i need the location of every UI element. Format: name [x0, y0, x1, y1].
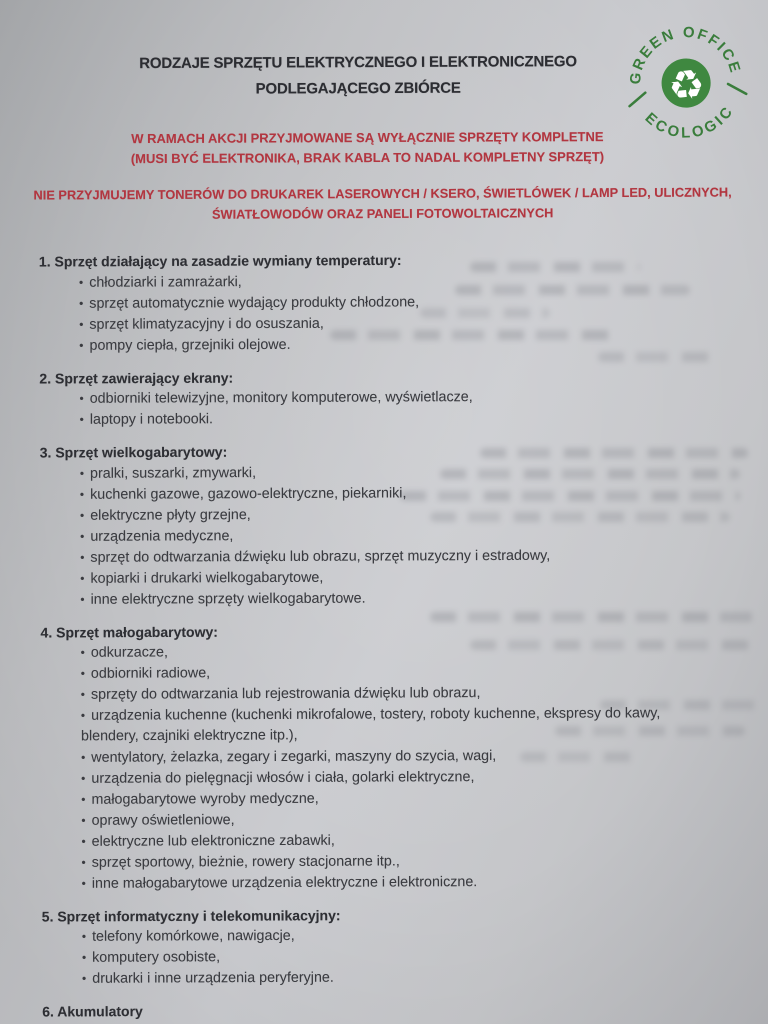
recycling-icon: ♻ — [665, 59, 707, 111]
notice2-line1: NIE PRZYJMUJEMY TONERÓW DO DRUKAREK LASEROWYCH / KSERO, ŚWIETLÓWEK / LAMP LED, ULICZNYCH, — [33, 184, 732, 203]
list-item — [82, 870, 714, 894]
title-line-2: PODLEGAJĄCEGO ZBIÓRCE — [255, 79, 461, 98]
bullet-icon: • — [81, 950, 87, 965]
list-item — [81, 661, 713, 685]
bullet-icon: • — [80, 666, 85, 681]
list-item — [80, 523, 712, 547]
list-item — [79, 332, 711, 356]
list-item — [82, 945, 714, 969]
list-item — [81, 786, 713, 810]
bullet-icon: • — [79, 295, 84, 310]
bullet-icon: • — [79, 391, 84, 406]
list-item — [80, 460, 712, 484]
section-heading: 1. Sprzęt działający na zasadzie wymiany temperatury: — [38, 251, 402, 270]
list-item-text: inne elektryczne sprzęty wielkogabarytowe. — [90, 590, 366, 608]
list-item-text: odkurzacze, — [90, 644, 168, 661]
list-item-text: sprzęt do odtwarzania dźwięku lub obrazu, sprzęt muzyczny i estradowy, — [90, 547, 551, 566]
section-heading: 5. Sprzęt informatyczny i telekomunikacyjny: — [41, 906, 341, 924]
equipment-section — [39, 249, 711, 356]
section-heading: 2. Sprzęt zawierający ekrany: — [39, 369, 234, 387]
sections — [39, 249, 714, 1022]
bullet-icon: • — [81, 770, 86, 785]
equipment-section — [40, 440, 713, 610]
bullet-icon: • — [80, 591, 85, 606]
list-item-text: sprzęt klimatyzacyjny i do osuszania, — [89, 315, 324, 333]
section-items — [79, 386, 711, 431]
list-item-text: sprzęty do odtwarzania lub rejestrowania dźwięku lub obrazu, — [90, 685, 481, 703]
list-item — [80, 481, 712, 505]
list-item-text: drukarki i inne urządzenia peryferyjne. — [92, 969, 334, 987]
list-item — [80, 586, 712, 610]
bullet-icon: • — [81, 749, 86, 764]
list-item — [81, 807, 713, 831]
bullet-icon: • — [81, 854, 86, 869]
bullet-icon: • — [80, 570, 85, 585]
list-item-text: odbiorniki radiowe, — [90, 665, 211, 682]
notice1-line1: W RAMACH AKCJI PRZYJMOWANE SĄ WYŁĄCZNIE SPRZĘTY KOMPLETNE — [131, 129, 604, 147]
list-item-text: telefony komórkowe, nawigacje, — [92, 927, 295, 945]
bullet-icon: • — [80, 687, 86, 702]
list-item-text: urządzenia medyczne, — [90, 527, 234, 545]
list-item-text: elektryczne płyty grzejne, — [90, 506, 251, 524]
equipment-section — [42, 903, 714, 989]
section-items — [81, 640, 714, 894]
list-item — [79, 290, 711, 314]
section-heading: 3. Sprzęt wielkogabarytowy: — [39, 443, 228, 461]
list-item — [81, 828, 713, 852]
bullet-icon: • — [79, 486, 85, 501]
bullet-icon: • — [82, 971, 87, 986]
list-item-text: kuchenki gazowe, gazowo-elektryczne, piekarniki, — [90, 484, 407, 503]
equipment-section — [39, 365, 711, 430]
list-item-text: kopiarki i drukarki wielkogabarytowe, — [90, 569, 324, 587]
bullet-icon: • — [80, 708, 86, 723]
list-item — [79, 269, 711, 293]
list-item-text: urządzenia do pielęgnacji włosów i ciała, golarki elektryczne, — [91, 768, 475, 787]
list-item — [81, 744, 713, 768]
list-item-text: laptopy i notebooki. — [89, 411, 214, 428]
list-item — [82, 966, 714, 990]
list-item — [81, 682, 713, 706]
bullet-icon: • — [78, 274, 84, 289]
section-items — [79, 269, 711, 356]
bullet-icon: • — [79, 412, 84, 427]
list-item-text: sprzęt automatycznie wydający produkty chłodzone, — [89, 293, 420, 312]
equipment-section — [40, 619, 713, 894]
bullet-icon: • — [80, 549, 85, 564]
list-item — [81, 703, 713, 747]
list-item — [80, 502, 712, 526]
list-item-text: sprzęt sportowy, bieżnie, rowery stacjonarne itp., — [91, 852, 400, 871]
bullet-icon: • — [80, 645, 85, 660]
bullet-icon: • — [80, 528, 85, 543]
list-item-text: komputery osobiste, — [92, 949, 221, 966]
notice1-line2: (MUSI BYĆ ELEKTRONIKA, BRAK KABLA TO NADAL KOMPLETNY SPRZĘT) — [130, 149, 605, 167]
bullet-icon: • — [81, 812, 86, 827]
bullet-icon: • — [81, 791, 86, 806]
bullet-icon: • — [81, 929, 87, 944]
list-item-text: oprawy oświetleniowe, — [91, 811, 235, 829]
list-item-text: inne małogabarytowe urządzenia elektryczne i elektroniczne. — [91, 873, 478, 892]
list-item — [81, 849, 713, 873]
notice2-line2: ŚWIATŁOWODÓW ORAZ PANELI FOTOWOLTAICZNYCH — [211, 205, 554, 222]
section-items — [82, 924, 714, 990]
title-line-1: RODZAJE SPRZĘTU ELEKTRYCZNEGO I ELEKTRONICZNEGO — [139, 53, 577, 73]
list-item-text: pompy ciepła, grzejniki olejowe. — [89, 336, 291, 354]
list-item — [79, 311, 711, 335]
bullet-icon: • — [79, 507, 85, 522]
section-heading: 6. Akumulatory — [42, 1003, 143, 1020]
bullet-icon: • — [79, 337, 84, 352]
logo-right-dash — [728, 82, 746, 95]
bullet-icon: • — [79, 465, 85, 480]
list-item-text: urządzenia kuchenne (kuchenki mikrofalowe, tostery, roboty kuchenne, ekspresy do kawy, blendery, czajniki elektryczne itp.), — [80, 705, 661, 745]
logo-top-text: GREEN OFFICE — [626, 23, 745, 86]
green-office-ecologic-logo — [616, 12, 757, 153]
list-item-text: odbiorniki telewizyjne, monitory komputerowe, wyświetlacze, — [89, 389, 473, 407]
list-item — [79, 386, 711, 410]
list-item-text: wentylatory, żelazka, zegary i zegarki, maszyny do szycia, wagi, — [91, 747, 497, 766]
logo-svg — [616, 12, 757, 153]
section-heading: 4. Sprzęt małogabarytowy: — [40, 623, 218, 640]
logo-left-dash — [628, 93, 646, 106]
list-item — [80, 544, 712, 568]
list-item — [81, 640, 713, 664]
list-item — [80, 407, 712, 431]
list-item-text: elektryczne lub elektroniczne zabawki, — [91, 832, 335, 850]
section-items — [80, 460, 713, 610]
equipment-section — [42, 999, 714, 1022]
bullet-icon: • — [81, 833, 86, 848]
bullet-icon: • — [81, 875, 86, 890]
bullet-icon: • — [79, 316, 84, 331]
logo-bottom-text: ECOLOGIC — [641, 101, 738, 142]
list-item-text: małogabarytowe wyroby medyczne, — [91, 790, 319, 808]
list-item — [82, 924, 714, 948]
list-item-text: pralki, suszarki, zmywarki, — [89, 464, 257, 482]
notice-not-accepted — [0, 182, 767, 225]
list-item — [81, 765, 713, 789]
list-item-text: chłodziarki i zamrażarki, — [89, 273, 242, 291]
list-item — [80, 565, 712, 589]
